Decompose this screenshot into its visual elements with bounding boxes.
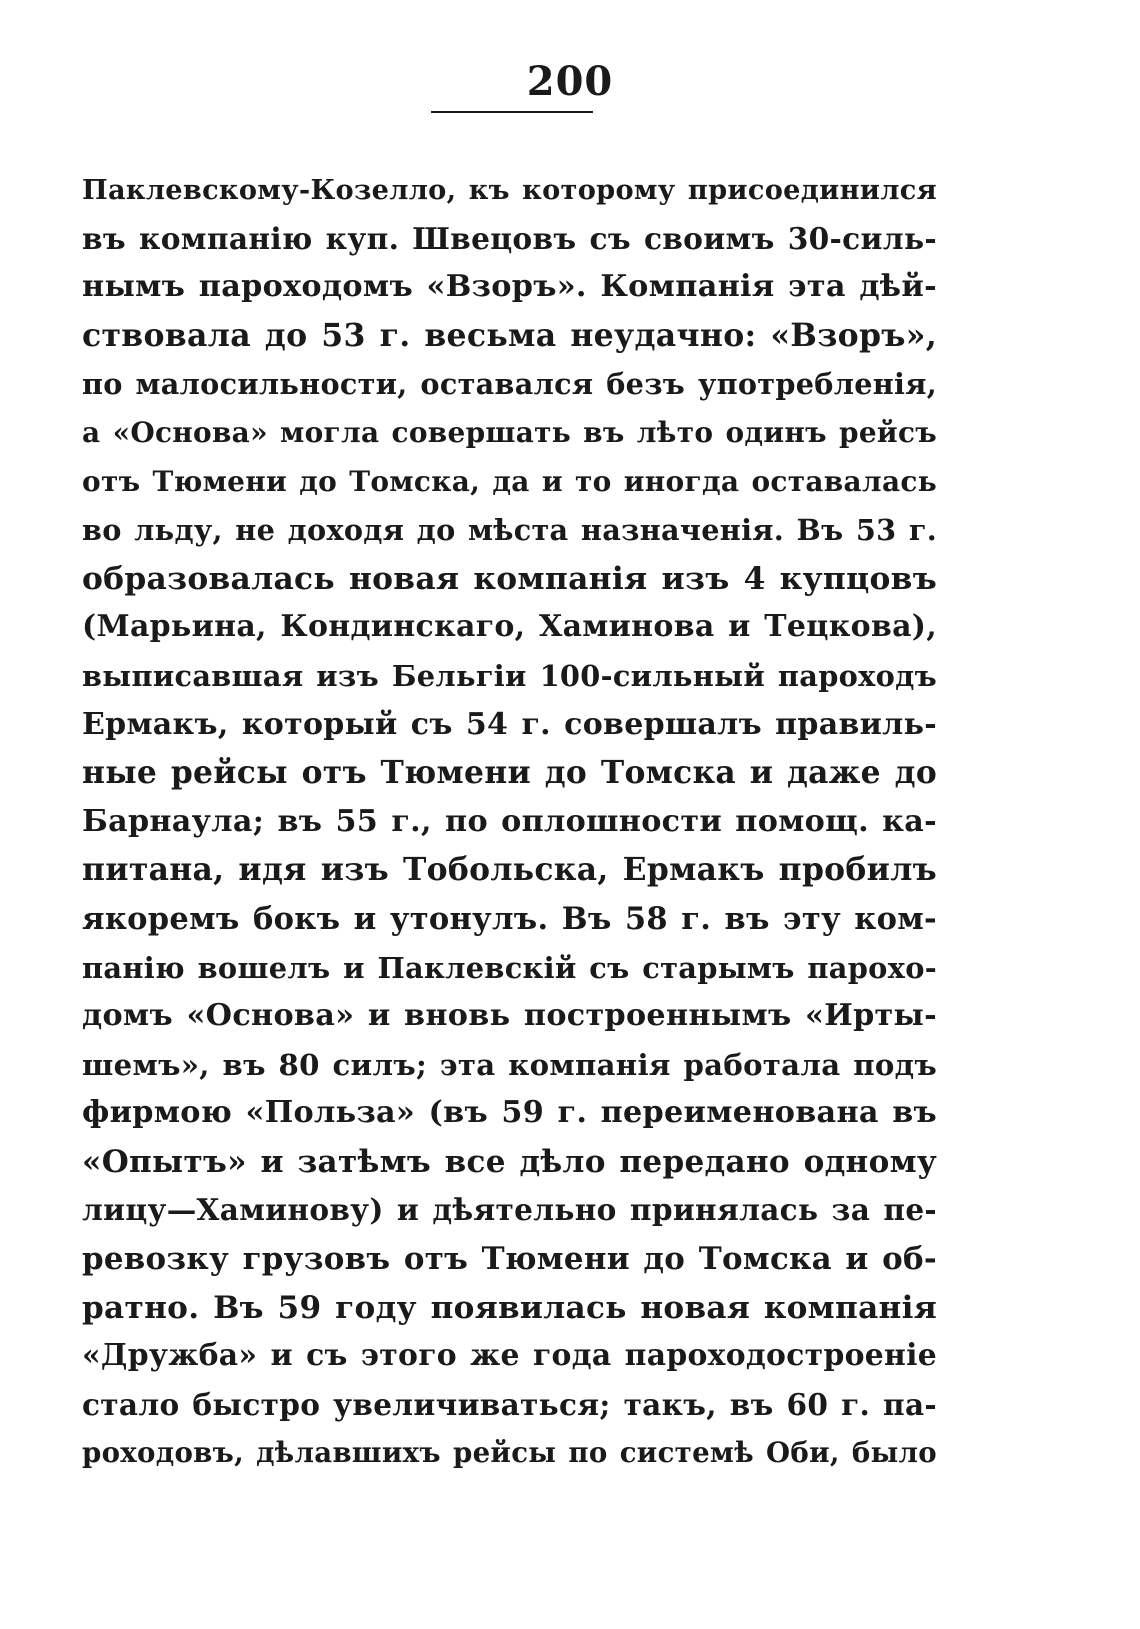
text-line: лицу—Хаминову) и дѣятельно принялась за пе- (82, 1192, 937, 1228)
text-line: нымъ пароходомъ «Взоръ». Компанія эта дѣй- (82, 269, 937, 305)
text-line: домъ «Основа» и вновь построеннымъ «Ирты- (82, 998, 937, 1034)
text-line: Ермакъ, который съ 54 г. совершалъ правиль- (82, 706, 937, 742)
text-line: шемъ», въ 80 силъ; эта компанія работала подъ (82, 1047, 937, 1082)
text-line: «Опытъ» и затѣмъ все дѣло передано одному (82, 1143, 937, 1180)
text-line: якоремъ бокъ и утонулъ. Въ 58 г. въ эту ком- (82, 900, 937, 937)
text-line: (Марьина, Кондинскаго, Хаминова и Тецкова), (82, 609, 937, 645)
text-line: роходовъ, дѣлавшихъ рейсы по системѣ Оби, было (82, 1436, 937, 1470)
header-rule (431, 111, 593, 113)
text-line: Барнаула; въ 55 г., по оплошности помощ. ка- (82, 803, 937, 839)
text-line: ные рейсы отъ Тюмени до Томска и даже до (82, 755, 937, 792)
body-text (82, 166, 937, 1478)
text-line: фирмою «Польза» (въ 59 г. переименована въ (82, 1095, 937, 1131)
text-line: во льду, не доходя до мѣста назначенія. Въ 53 г. (82, 513, 937, 548)
text-line: по малосильности, оставался безъ употребленія, (82, 367, 937, 402)
text-line: стало быстро увеличиваться; такъ, въ 60 г. па- (82, 1386, 937, 1422)
text-line: въ компанію куп. Швецовъ съ своимъ 30-силь- (82, 220, 937, 256)
text-line: образовалась новая компанія изъ 4 купцовъ (82, 560, 937, 597)
text-line: Паклевскому-Козелло, къ которому присоединился (82, 174, 937, 206)
text-line: «Дружба» и съ этого же года пароходостроеніе (82, 1338, 937, 1374)
text-line: ствовала до 53 г. весьма неудачно: «Взоръ», (82, 316, 937, 354)
page-number: 200 (526, 58, 614, 105)
text-line: ревозку грузовъ отъ Тюмени до Томска и об- (82, 1241, 937, 1278)
text-line: ратно. Въ 59 году появилась новая компанія (82, 1289, 937, 1326)
text-line: питана, идя изъ Тобольска, Ермакъ пробилъ (82, 852, 937, 889)
text-line: а «Основа» могла совершать въ лѣто одинъ рейсъ (82, 415, 937, 449)
text-line: панію вошелъ и Паклевскій съ старымъ парохо- (82, 950, 937, 985)
text-line: выписавшая изъ Бельгіи 100-сильный пароходъ (82, 658, 937, 693)
text-line: отъ Тюмени до Томска, да и то иногда оставалась (82, 464, 937, 498)
